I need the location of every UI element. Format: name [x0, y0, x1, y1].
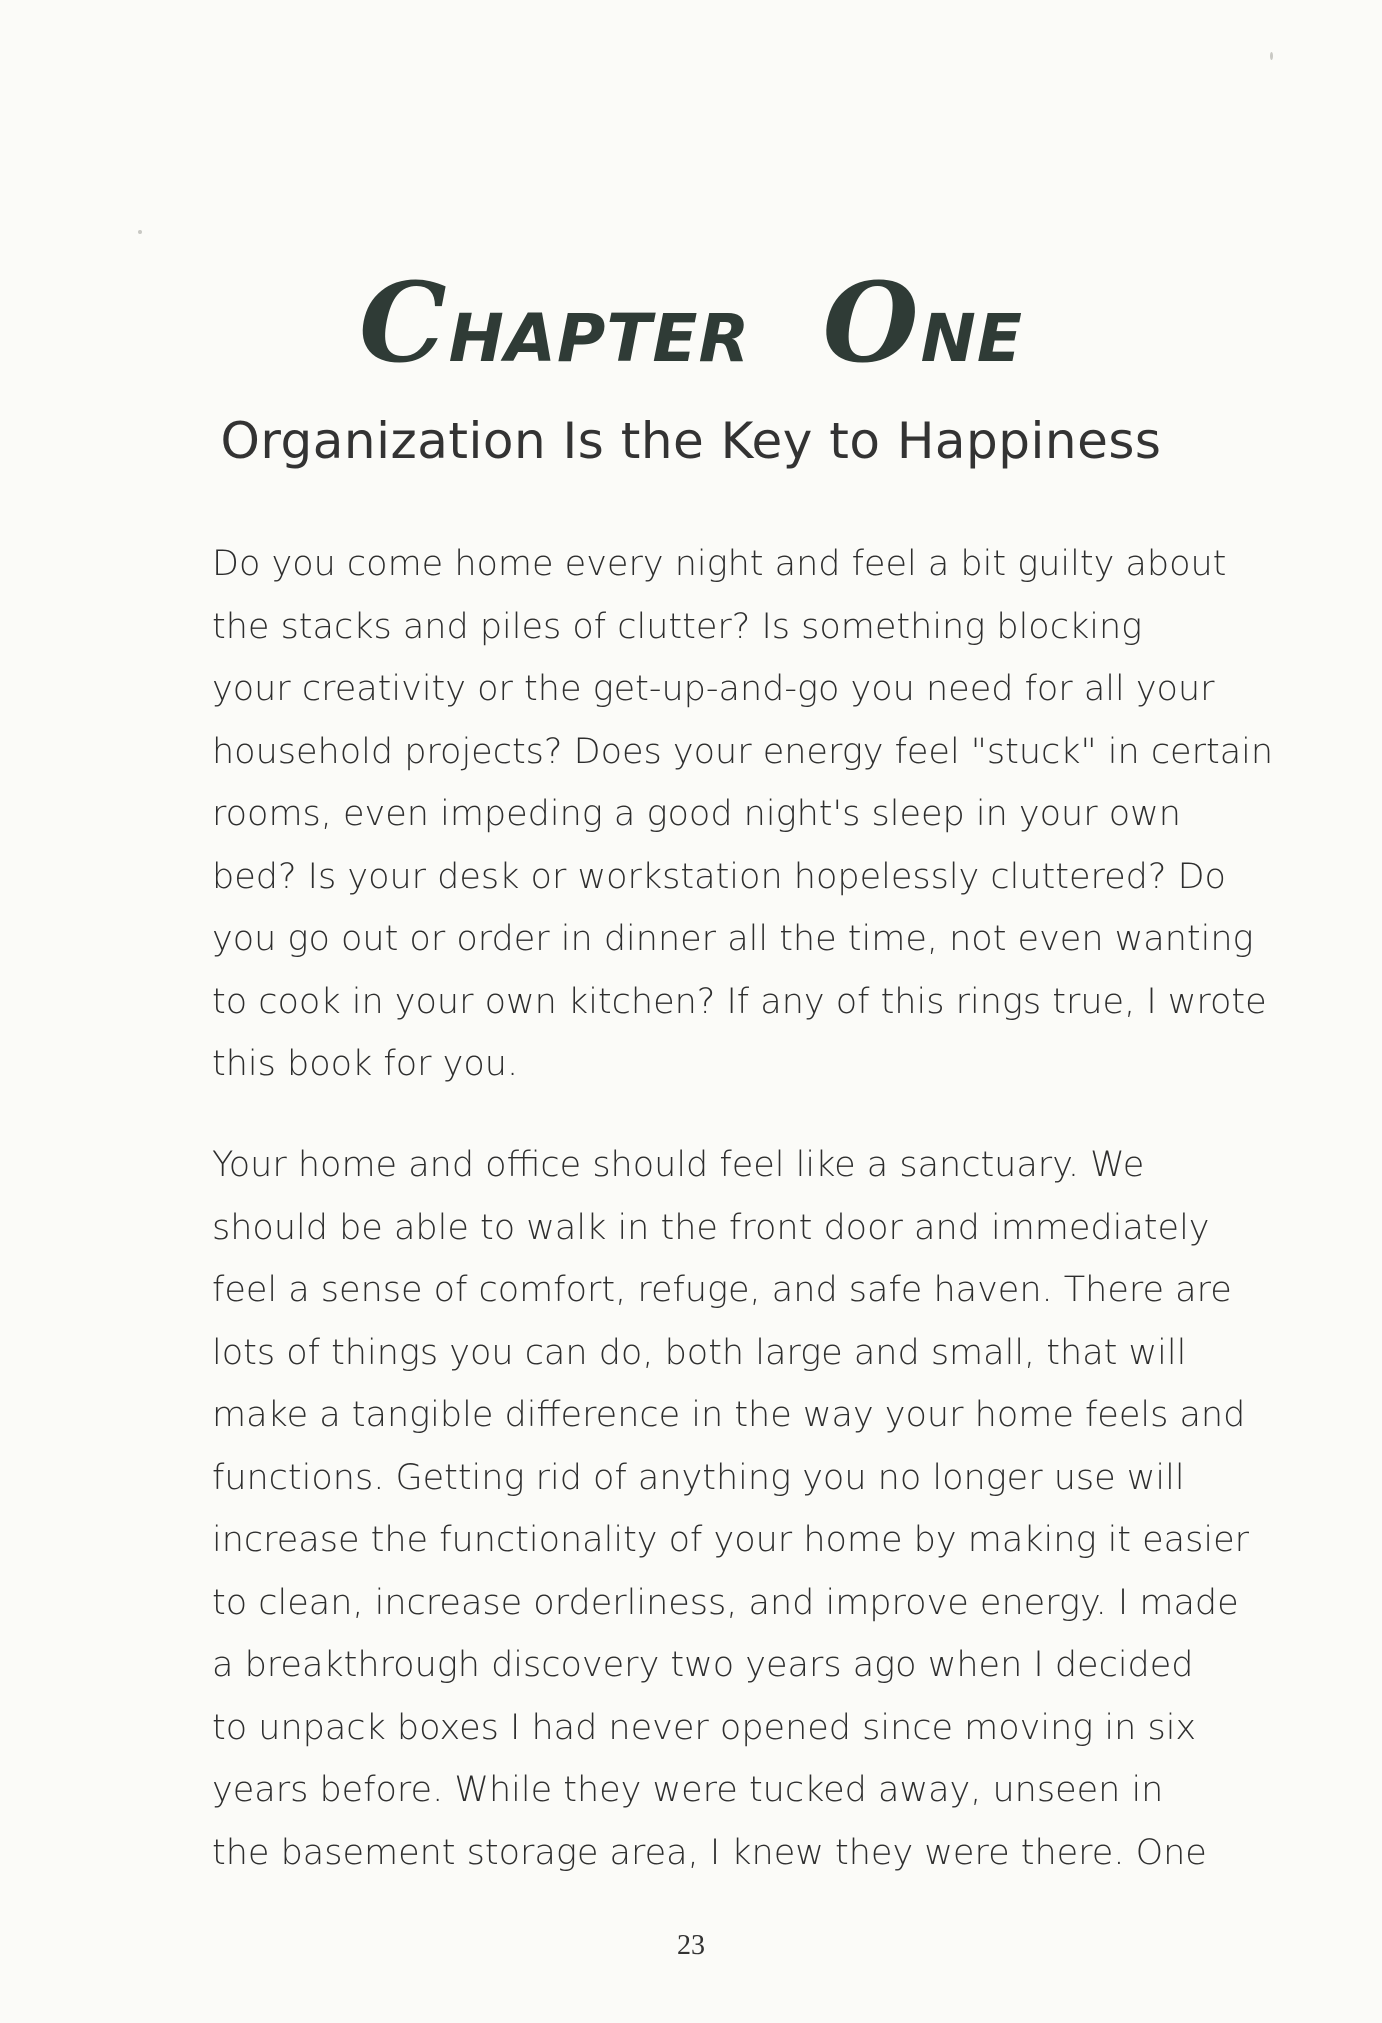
paragraph-line: bed? Is your desk or workstation hopelessly cluttered? Do [212, 856, 1226, 897]
paragraph-1 [212, 533, 1274, 1096]
paragraph-line: the basement storage area, I knew they were there. One [212, 1832, 1207, 1873]
paragraph-line: make a tangible difference in the way your home feels and [212, 1395, 1246, 1435]
scan-speck [1270, 52, 1273, 60]
chapter-word-1-rest: HAPTER [448, 300, 751, 377]
chapter-word-2 [822, 258, 1023, 387]
paragraph-2 [212, 1134, 1250, 1884]
paragraph-line: to cook in your own kitchen? If any of this rings true, I wrote [212, 981, 1267, 1022]
chapter-word-2-initial: O [822, 258, 921, 387]
paragraph-line: increase the functionality of your home by making it easier [212, 1520, 1250, 1560]
chapter-subtitle: Organization Is the Key to Happiness [220, 412, 1162, 470]
paragraph-line: rooms, even impeding a good night's sleep in your own [212, 794, 1181, 834]
paragraph-line: you go out or order in dinner all the time, not even wanting [212, 919, 1254, 959]
chapter-word-1-initial: C [359, 258, 449, 387]
chapter-word-2-rest: NE [920, 300, 1023, 377]
paragraph-line: to clean, increase orderliness, and improve energy. I made [212, 1582, 1239, 1623]
paragraph-line: your creativity or the get-up-and-go you need for all your [212, 669, 1215, 709]
chapter-heading [0, 258, 1382, 387]
chapter-word-1 [359, 258, 751, 387]
paragraph-line: a breakthrough discovery two years ago when I decided [212, 1645, 1194, 1685]
paragraph-line: should be able to walk in the front door and immediately [212, 1207, 1210, 1248]
paragraph-line: functions. Getting rid of anything you no longer use will [212, 1457, 1185, 1498]
paragraph-line: lots of things you can do, both large and small, that will [212, 1332, 1187, 1373]
paragraph-line: household projects? Does your energy feel "stuck" in certain [212, 731, 1274, 772]
paragraph-line: Do you come home every night and feel a bit guilty about [212, 544, 1227, 584]
paragraph-line: Your home and office should feel like a sanctuary. We [212, 1145, 1145, 1185]
scan-speck [138, 230, 142, 234]
paragraph-line: feel a sense of comfort, refuge, and safe haven. There are [212, 1270, 1232, 1310]
paragraph-line: years before. While they were tucked away, unseen in [212, 1770, 1164, 1810]
page-number: 23 [677, 1930, 705, 1961]
paragraph-line: to unpack boxes I had never opened since moving in six [212, 1707, 1197, 1748]
paragraph-line: the stacks and piles of clutter? Is something blocking [212, 606, 1143, 647]
paragraph-line: this book for you. [212, 1044, 519, 1084]
